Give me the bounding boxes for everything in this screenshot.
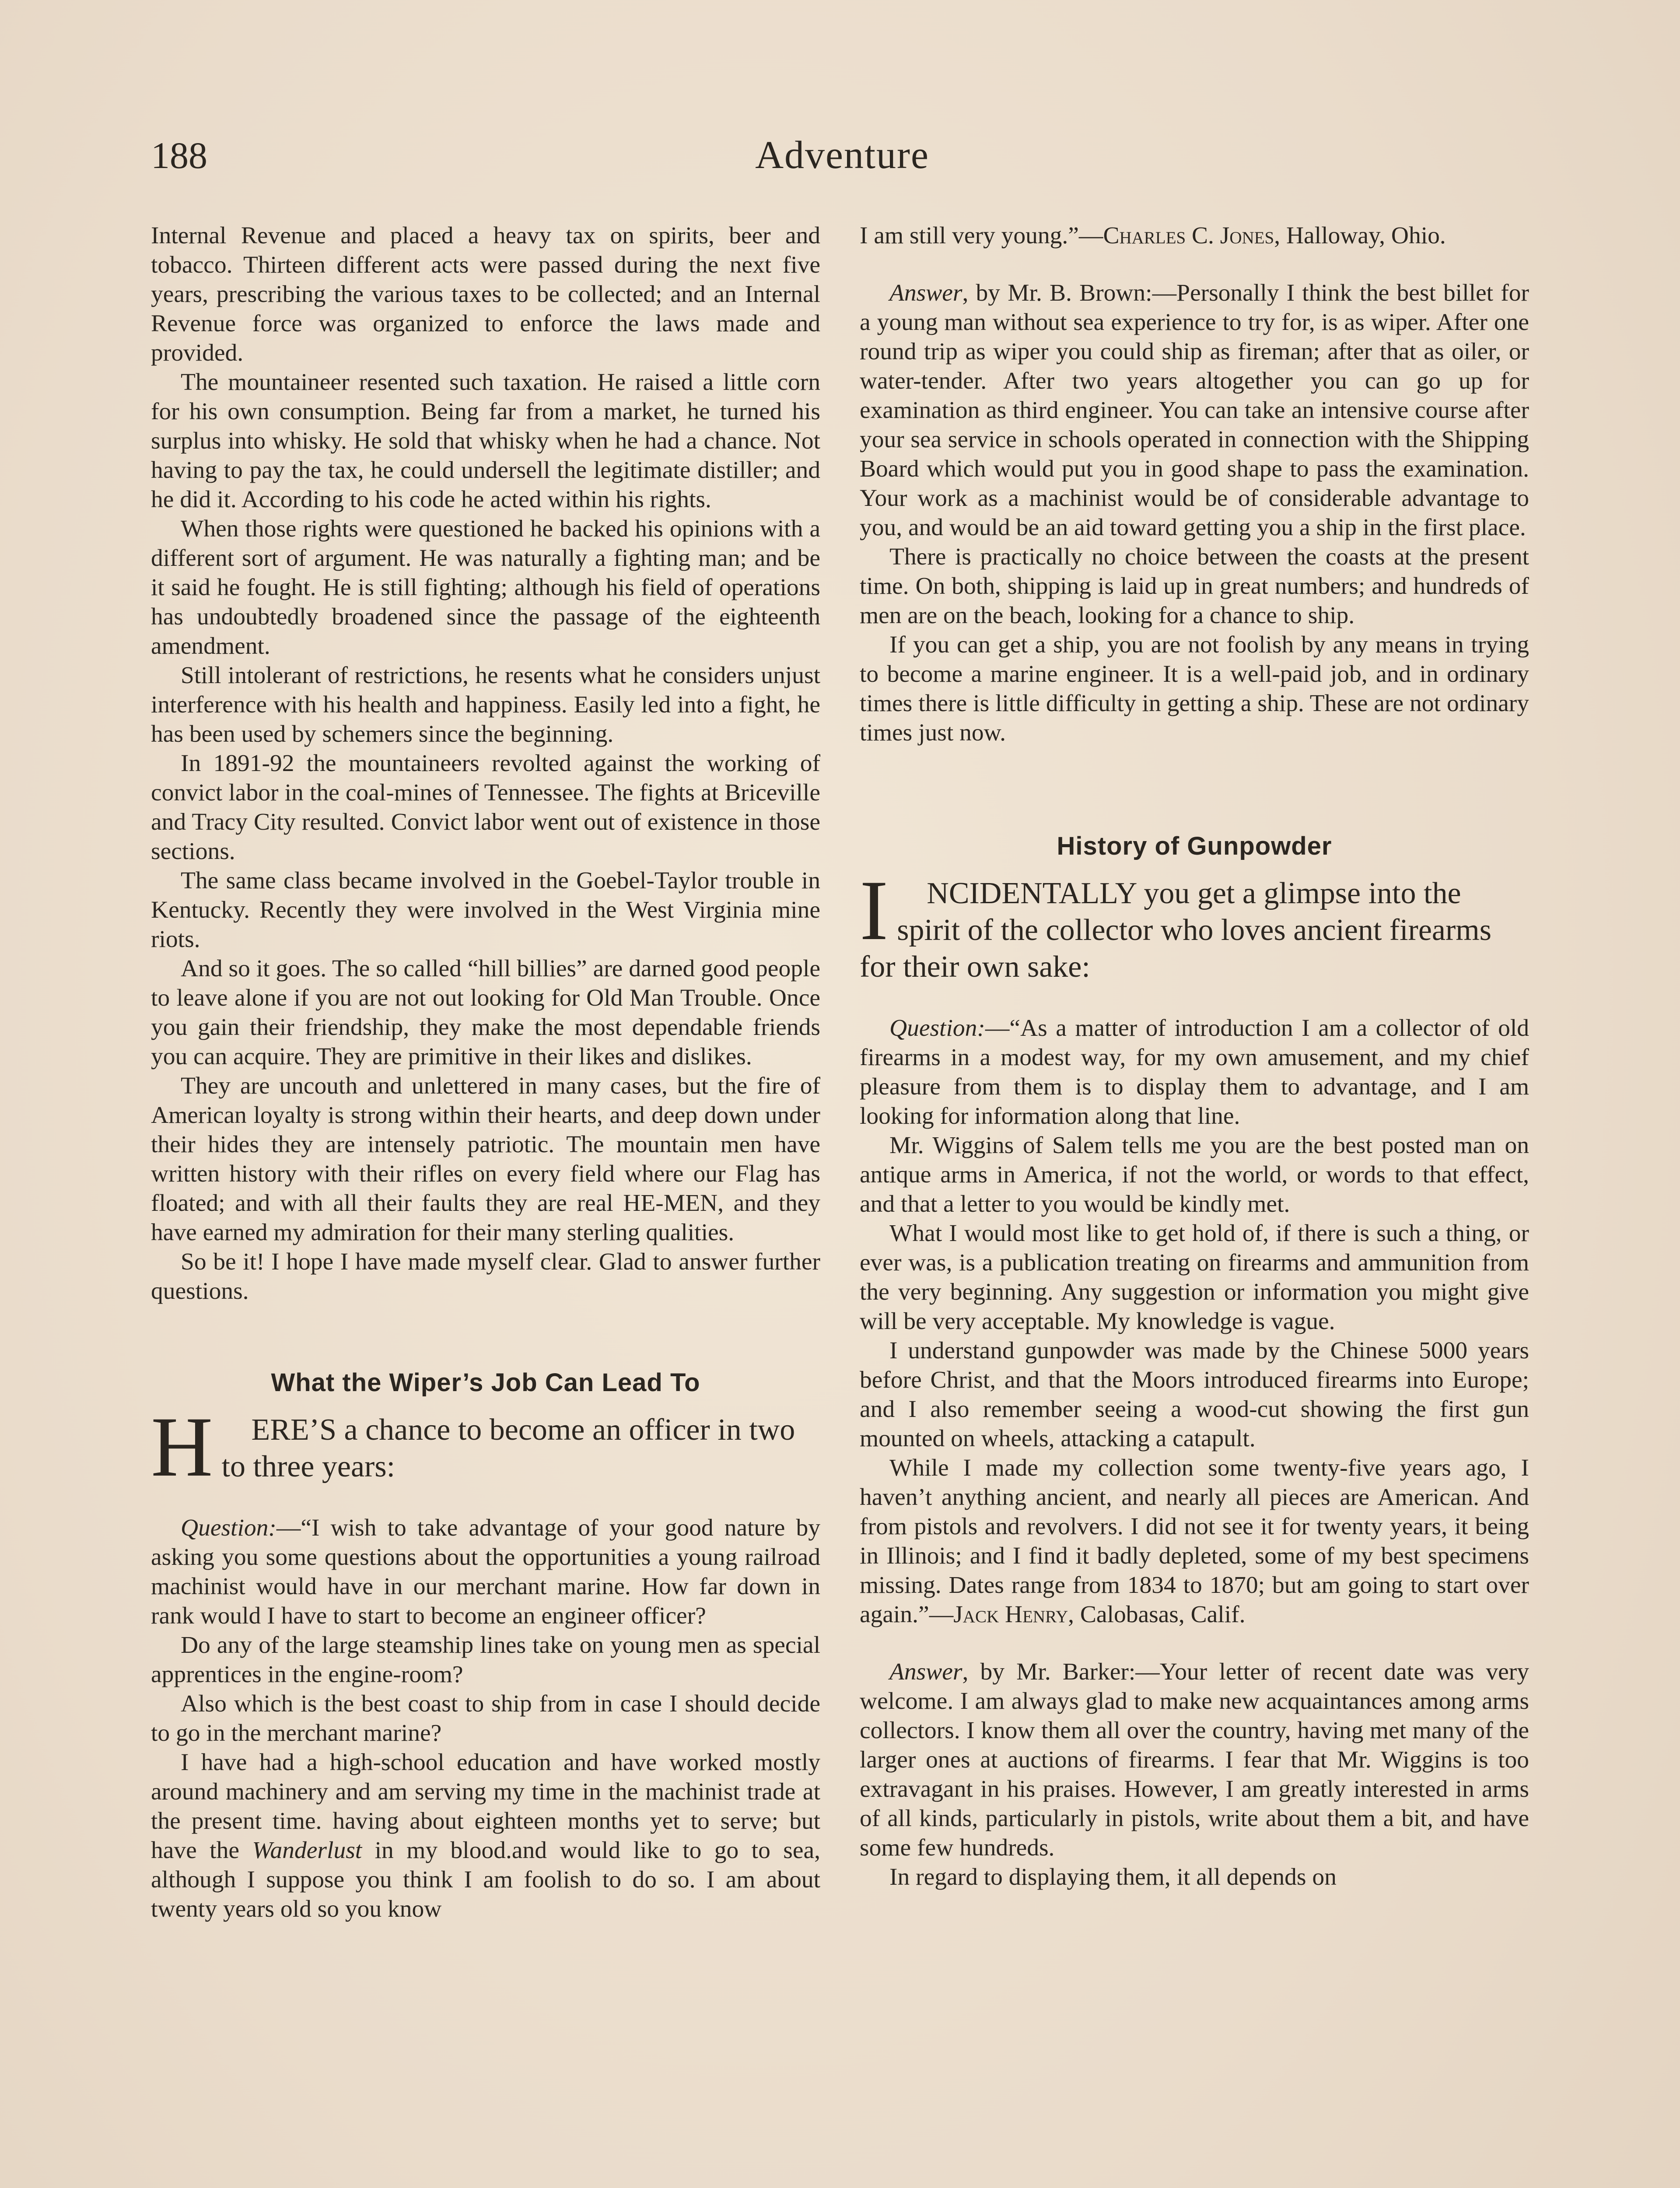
paragraph [860,221,1529,250]
location: , Halloway, Ohio. [1274,222,1446,249]
right-column [860,221,1529,1892]
paragraph: In regard to displaying them, it all depends on [889,1864,1337,1890]
paragraph: In 1891-92 the mountaineers revolted against the working of convict labor in the coal-mines of Tennessee. The fights at Briceville and Tracy City resulted. Convict labor went out of existence in those sections. [151,750,820,865]
answer-label: Answer [889,280,962,306]
answer-paragraph [860,1657,1529,1862]
intro-text: ERE’S a chance to become an officer in two to three years: [221,1413,795,1483]
magazine-title: Adventure [755,133,929,177]
question-paragraph [151,1513,820,1630]
drop-cap: I [860,863,889,958]
paragraph: Still intolerant of restrictions, he resents what he considers unjust interference with his health and happiness. Easily led into a fight, he has been used by schemers since the beginning. [151,662,820,747]
text-run: While I made my collection some twenty-five years ago, I haven’t anything ancient, and nearly all pieces are American. And from pistols and revolvers. I did not see it for twenty years, it being in Illinois; and I find it badly depleted, some of my best specimens missing. Dates range from 1834 to 1870; but am going to start over again.”— [860,1455,1529,1628]
paragraph [860,1453,1529,1629]
paragraph: I understand gunpowder was made by the Chinese 5000 years before Christ, and that the Moors introduced firearms into Europe; and I also remember seeing a wood-cut showing the first gun mounted on wheels, attacking a catapult. [860,1337,1529,1452]
italic-word: Wanderlust [252,1837,362,1864]
text-run: I am still very young.”— [860,222,1103,249]
text-run: in my blood.and would like to go to sea, although I suppose you think I am foolish to do so. I am about twenty years old so you know [151,1837,821,1922]
answer-text: , by Mr. B. Brown:—Personally I think the best billet for a young man without sea experience to try for, is as wiper. After one round trip as wiper you could ship as fireman; after that as oiler, or water-tender. After two years altogether you can go up for examination as third engineer. You can take an intensive course after your sea service in schools operated in connection with the Shipping Board which would put you in good shape to pass the examination. Your work as a machinist would be of considerable advantage to you, and would be an aid toward getting you a ship in the first place. [860,280,1529,541]
paragraph: There is practically no choice between the coasts at the present time. On both, shipping is laid up in great numbers; and hundreds of men are on the beach, looking for a chance to ship. [860,543,1529,629]
question-text: —“As a matter of introduction I am a collector of old firearms in a modest way, for my own amusement, and my chief pleasure from them is to display them to advantage, and I am looking for information along that line. [860,1015,1529,1129]
paragraph: If you can get a ship, you are not foolish by any means in trying to become a marine engineer. It is a well-paid job, and in ordinary times there is little difficulty in getting a ship. These are not ordinary times just now. [860,631,1529,746]
paragraph: What I would most like to get hold of, if there is such a thing, or ever was, is a publication treating on firearms and ammunition from the very beginning. Any suggestion or information you might give will be very acceptable. My knowledge is vague. [860,1220,1529,1335]
answer-label: Answer [889,1659,962,1685]
location: , Calobasas, Calif. [1068,1601,1246,1628]
section-heading-gunpowder: History of Gunpowder [1057,832,1332,860]
question-label: Question: [889,1015,985,1041]
paragraph: They are uncouth and unlettered in many cases, but the fire of American loyalty is strong within their hearts, and deep down under their hides they are intensely patriotic. The mountain men have written history with their rifles on every field where our Flag has floated; and with all their faults they are real HE-MEN, and they have earned my admiration for their many sterling qualities. [151,1073,820,1246]
paragraph: The mountaineer resented such taxation. He raised a little corn for his own consumption. Being far from a market, he turned his surplus into whisky. He sold that whisky when he had a chance. Not having to pay the tax, he could undersell the legitimate distiller; and he did it. According to his code he acted within his rights. [151,369,820,513]
question-paragraph [860,1013,1529,1131]
section-intro-wiper [151,1399,820,1494]
intro-text: NCIDENTALLY you get a glimpse into the spirit of the collector who loves ancient firearms for their own sake: [860,877,1491,984]
paragraph: And so it goes. The so called “hill billies” are darned good people to leave alone if you are not out looking for Old Man Trouble. Once you gain their friendship, they make the most dependable friends you can acquire. They are primitive in their likes and dislikes. [151,955,820,1070]
paragraph: Do any of the large steamship lines take on young men as special apprentices in the engine-room? [151,1632,820,1688]
signature: Charles C. Jones [1103,222,1274,249]
answer-text: , by Mr. Barker:—Your letter of recent date was very welcome. I am always glad to make new acquaintances among arms collectors. I know them all over the country, having met many of the larger ones at auctions of firearms. I fear that Mr. Wiggins is too extravagant in his praises. However, I am greatly interested in arms of all kinds, particularly in pistols, write about them a bit, and have some few hundreds. [860,1659,1529,1861]
page-header [151,131,1533,179]
drop-cap: H [151,1399,213,1494]
paragraph: When those rights were questioned he backed his opinions with a different sort of argument. He was naturally a fighting man; and be it said he fought. He is still fighting; although his field of operations has undoubtedly broadened since the passage of the eighteenth amendment. [151,515,820,659]
signature: Jack Henry [953,1601,1068,1628]
paragraph [151,1748,820,1924]
paragraph: Mr. Wiggins of Salem tells me you are the best posted man on antique arms in America, if not the world, or words to that effect, and that a letter to you would be kindly met. [860,1132,1529,1217]
question-label: Question: [181,1515,276,1541]
left-column [151,221,820,1924]
paragraph: Also which is the best coast to ship from in case I should decide to go in the merchant marine? [151,1690,820,1746]
section-heading-wiper: What the Wiper’s Job Can Lead To [271,1368,700,1397]
paragraph: The same class became involved in the Goebel-Taylor trouble in Kentucky. Recently they were involved in the West Virginia mine riots. [151,867,820,953]
text-run: I have had a high-school education and have worked mostly around machinery and am serving my time in the machinist trade at the present time. having about eighteen months yet to serve; but have the [151,1749,820,1864]
page-number: 188 [151,134,207,176]
paragraph: So be it! I hope I have made myself clear. Glad to answer further questions. [151,1248,820,1304]
paragraph: Internal Revenue and placed a heavy tax on spirits, beer and tobacco. Thirteen different acts were passed during the next five years, prescribing the various taxes to be collected; and an Internal Revenue force was organized to enforce the laws made and provided. [151,222,820,366]
answer-paragraph [860,278,1529,542]
section-intro-gunpowder [860,863,1529,985]
question-text: —“I wish to take advantage of your good nature by asking you some questions about the opportunities a young railroad machinist would have in our merchant marine. How far down in rank would I have to start to become an engineer officer? [151,1515,820,1629]
